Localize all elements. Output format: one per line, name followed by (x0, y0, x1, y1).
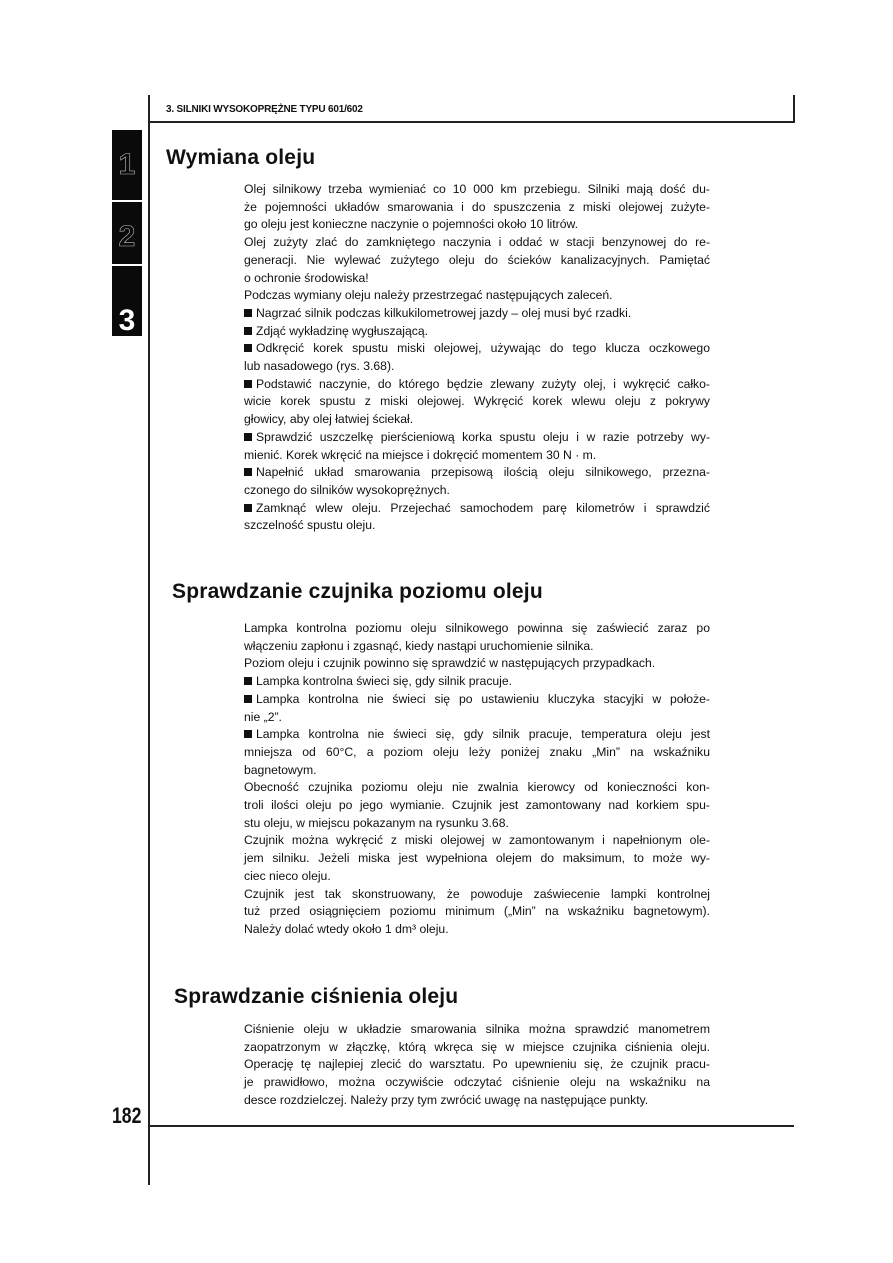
bullet-item (244, 323, 710, 341)
footer-rule (148, 1125, 794, 1127)
line-text: Ciśnienie oleju w układzie smarowania silnika można sprawdzić manometrem (244, 1022, 710, 1036)
paragraph (244, 181, 710, 234)
section-body-oil-change (244, 181, 710, 535)
text-line (244, 1021, 710, 1039)
line-text: desce rozdzielczej. Należy przy tym zwrócić uwagę na następujące punkty. (244, 1092, 649, 1107)
right-header-rule (793, 95, 795, 123)
text-line (244, 620, 710, 638)
bullet-square-icon (244, 433, 252, 441)
text-line (244, 903, 710, 921)
line-text: Lampka kontrolna nie świeci się po ustawieniu kluczyka stacyjki w położe- (256, 691, 710, 706)
line-text: nie „2”. (244, 709, 282, 724)
line-text: mienić. Korek wkręcić na miejsce i dokręcić momentem 30 N · m. (244, 447, 597, 462)
text-line (244, 673, 710, 691)
line-text: Olej zużyty zlać do zamkniętego naczynia i oddać w stacji benzynowej do re- (244, 235, 710, 250)
line-text: generacji. Nie wylewać zużytego oleju do ścieków kanalizacyjnych. Pamiętać (244, 252, 710, 267)
paragraph (244, 655, 710, 673)
line-text: Nagrzać silnik podczas kilkukilometrowej jazdy – olej musi być rzadki. (256, 305, 632, 320)
line-text: Obecność czujnika poziomu oleju nie zwalnia kierowcy od konieczności kon- (244, 780, 710, 795)
line-text: głowicy, aby olej łatwiej ściekał. (244, 412, 414, 427)
line-text: Napełnić układ smarowania przepisową ilością oleju silnikowego, przezna- (256, 465, 710, 480)
paragraph (244, 832, 710, 885)
line-text: bagnetowym. (244, 762, 317, 777)
line-text: szczelność spustu oleju. (244, 518, 376, 533)
text-line (244, 691, 710, 709)
text-line (244, 921, 710, 939)
line-text: wicie korek spustu z miski olejowej. Wykręcić korek wlewu oleju z pokrywy (244, 394, 710, 409)
paragraph (244, 779, 710, 832)
text-line (244, 1039, 710, 1057)
bullet-square-icon (244, 344, 252, 352)
line-text: Lampka kontrolna świeci się, gdy silnik pracuje. (256, 674, 513, 689)
line-text: ciec nieco oleju. (244, 868, 331, 883)
bullet-square-icon (244, 327, 252, 335)
running-header: 3. SILNIKI WYSOKOPRĘŻNE TYPU 601/602 (166, 104, 363, 115)
line-text: tuż przed osiągnięciem poziomu minimum („Min” na wskaźniku bagnetowym). (244, 904, 710, 919)
line-text: Lampka kontrolna nie świeci się, gdy silnik pracuje, temperatura oleju jest (256, 727, 710, 742)
line-text: czonego do silników wysokoprężnych. (244, 482, 450, 497)
text-line (244, 252, 710, 270)
line-text: Należy dolać wtedy około 1 dm³ oleju. (244, 921, 449, 936)
line-text: troli ilości oleju po jego wymianie. Czujnik jest zamontowany nad korkiem spu- (244, 798, 710, 813)
line-text: Zdjąć wykładzinę wygłuszającą. (256, 323, 429, 338)
text-line (244, 797, 710, 815)
text-line (244, 270, 710, 288)
bullet-item (244, 429, 710, 464)
paragraph (244, 620, 710, 655)
text-line (244, 655, 710, 673)
bullet-square-icon (244, 468, 252, 476)
line-text: go oleju jest konieczne naczynie o pojemności około 10 litrów. (244, 217, 578, 232)
text-line (244, 393, 710, 411)
line-text: Podstawić naczynie, do którego będzie zlewany zużyty olej, i wykręcić całko- (256, 376, 710, 391)
line-text: Poziom oleju i czujnik powinno się sprawdzić w następujących przypadkach. (244, 656, 656, 671)
line-text: o ochronie środowiska! (244, 270, 369, 285)
line-text: Operację tę najlepiej zlecić do warsztatu. Po upewnieniu się, że czujnik pracu- (244, 1057, 710, 1072)
line-text: Czujnik można wykręcić z miski olejowej w zamontowanym i napełnionym ole- (244, 833, 710, 848)
line-text: Podczas wymiany oleju należy przestrzegać następujących zaleceń. (244, 288, 613, 303)
text-line (244, 287, 710, 305)
text-line (244, 340, 710, 358)
header-rule (148, 121, 795, 123)
text-line (244, 181, 710, 199)
line-text: mniejsza od 60°C, a poziom oleju leży poniżej znaku „Min” na wskaźniku (244, 744, 710, 759)
text-line (244, 779, 710, 797)
bullet-square-icon (244, 730, 252, 738)
left-margin-rule (148, 95, 150, 1185)
text-line (244, 323, 710, 341)
text-line (244, 638, 710, 656)
text-line (244, 500, 710, 518)
line-text: Olej silnikowy trzeba wymieniać co 10 000 km przebiegu. Silniki mają dość du- (244, 182, 710, 196)
text-line (244, 234, 710, 252)
line-text: je prawidłowo, można oczywiście odczytać ciśnienie oleju na wskaźniku na (244, 1075, 710, 1090)
bullet-item (244, 726, 710, 779)
line-text: Odkręcić korek spustu miski olejowej, używając do tego klucza oczkowego (256, 341, 710, 356)
line-text: Sprawdzić uszczelkę pierścieniową korka spustu oleju i w razie potrzeby wy- (256, 429, 710, 444)
text-line (244, 216, 710, 234)
line-text: że pojemności układów smarowania i do spuszczenia z miski olejowej zużyte- (244, 199, 710, 214)
line-text: Lampka kontrolna poziomu oleju silnikowego powinna się zaświecić zaraz po (244, 621, 710, 635)
bullet-item (244, 691, 710, 726)
line-text: jem silniku. Jeżeli miska jest wypełniona olejem do maksimum, to może wy- (244, 851, 710, 866)
bullet-square-icon (244, 504, 252, 512)
section-title-oil-change: Wymiana oleju (166, 146, 316, 169)
text-line (244, 886, 710, 904)
bullet-square-icon (244, 380, 252, 388)
line-text: Zamknąć wlew oleju. Przejechać samochodem parę kilometrów i sprawdzić (256, 500, 710, 515)
paragraph (244, 886, 710, 939)
bullet-item (244, 673, 710, 691)
text-line (244, 868, 710, 886)
bullet-square-icon (244, 309, 252, 317)
text-line (244, 709, 710, 727)
section-title-oil-pressure: Sprawdzanie ciśnienia oleju (174, 985, 459, 1008)
line-text: stu oleju, w miejscu pokazanym na rysunku 3.68. (244, 815, 509, 830)
text-line (244, 517, 710, 535)
paragraph (244, 287, 710, 305)
text-line (244, 376, 710, 394)
text-line (244, 744, 710, 762)
text-line (244, 815, 710, 833)
text-line (244, 305, 710, 323)
line-text: zaopatrzonym w złączkę, którą wkręca się w miejsce czujnika ciśnienia oleju. (244, 1039, 710, 1054)
bullet-square-icon (244, 677, 252, 685)
text-line (244, 447, 710, 465)
bullet-item (244, 464, 710, 499)
text-line (244, 482, 710, 500)
text-line (244, 1056, 710, 1074)
text-line (244, 429, 710, 447)
text-line (244, 1074, 710, 1092)
chapter-tab-3-active: 3 (112, 266, 142, 336)
text-line (244, 832, 710, 850)
text-line (244, 1092, 710, 1110)
bullet-square-icon (244, 695, 252, 703)
text-line (244, 464, 710, 482)
line-text: włączeniu zapłonu i zgasnąć, kiedy nastąpi uruchomienie silnika. (244, 638, 594, 653)
text-line (244, 762, 710, 780)
line-text: lub nasadowego (rys. 3.68). (244, 359, 395, 374)
paragraph (244, 1021, 710, 1110)
bullet-item (244, 305, 710, 323)
section-body-oil-pressure (244, 1021, 710, 1110)
bullet-item (244, 340, 710, 375)
text-line (244, 850, 710, 868)
text-line (244, 199, 710, 217)
section-body-oil-level-sensor (244, 620, 710, 939)
line-text: Czujnik jest tak skonstruowany, że powoduje zaświecenie lampki kontrolnej (244, 886, 710, 901)
bullet-item (244, 500, 710, 535)
text-line (244, 726, 710, 744)
text-line (244, 358, 710, 376)
section-title-oil-level-sensor: Sprawdzanie czujnika poziomu oleju (172, 580, 543, 603)
bullet-item (244, 376, 710, 429)
chapter-tab-1: 1 (112, 130, 142, 200)
chapter-tab-2: 2 (112, 202, 142, 264)
page-number: 182 (112, 1103, 142, 1128)
text-line (244, 411, 710, 429)
paragraph (244, 234, 710, 287)
